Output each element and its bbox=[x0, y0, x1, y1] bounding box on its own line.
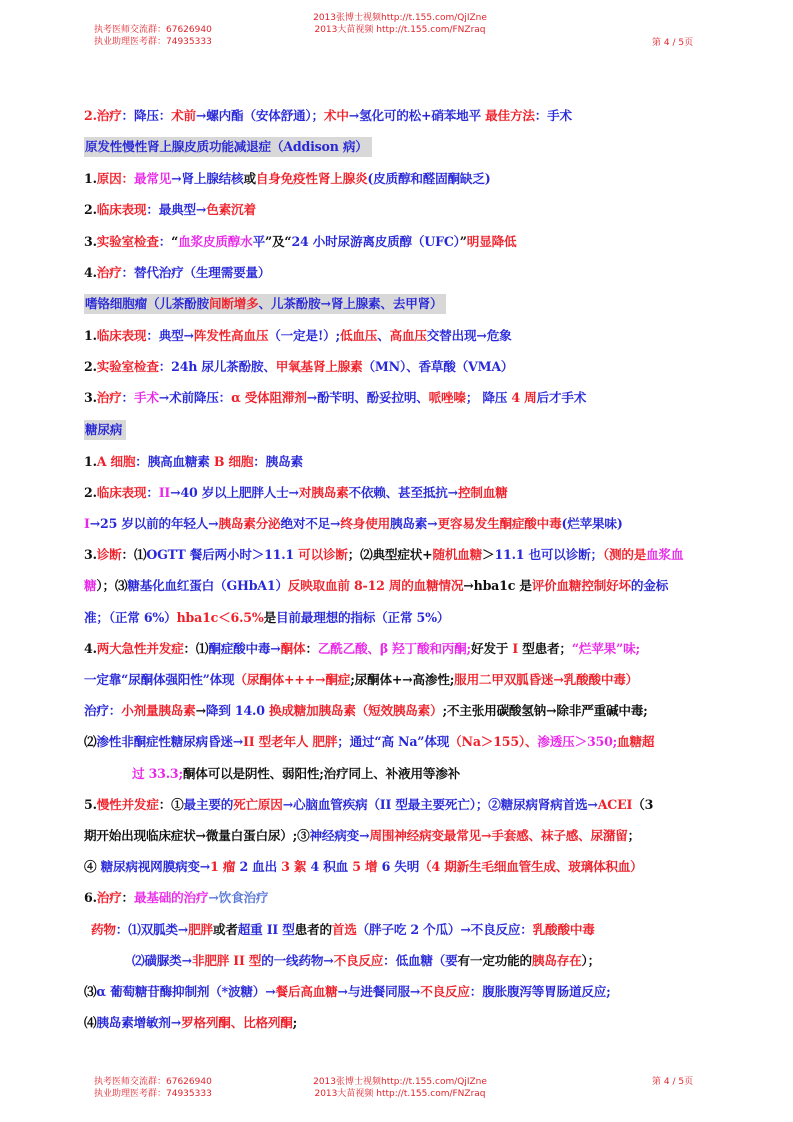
text-segment: 最主要的 bbox=[183, 796, 234, 812]
text-line bbox=[84, 758, 724, 789]
text-segment: 、 bbox=[377, 328, 390, 344]
text-segment: 终身使用 bbox=[340, 516, 390, 532]
text-segment: 阵发性高血压 bbox=[193, 328, 269, 344]
header-group-2: 执业助理医考群：74935333 bbox=[94, 37, 212, 47]
text-segment: 11.1 也可以诊断； bbox=[494, 547, 603, 563]
text-segment: 药物 bbox=[91, 921, 116, 937]
text-line bbox=[84, 789, 724, 820]
text-segment: 的金标 bbox=[630, 578, 669, 594]
text-segment: ;不主张用碳酸氢钠→除非严重碱中毒; bbox=[442, 703, 648, 719]
text-segment: ： bbox=[121, 390, 134, 406]
text-segment: 超重 II 型 bbox=[237, 921, 295, 937]
text-segment: 6. bbox=[84, 890, 97, 906]
text-segment: 临床表现 bbox=[96, 202, 147, 218]
text-segment: 期开始出现临床症状→微量白蛋白尿）;③ bbox=[84, 828, 310, 844]
text-segment: 是 bbox=[263, 609, 277, 625]
text-segment: （尿酮体+++→酮症 bbox=[234, 672, 351, 688]
text-segment: 治疗 bbox=[96, 390, 122, 406]
text-segment: 乙酰乙酸、β 羟丁酸和丙酮; bbox=[317, 640, 471, 656]
text-line bbox=[84, 726, 724, 757]
text-segment: 渗透压＞350; bbox=[537, 734, 618, 750]
text-segment: （4 期新生毛细血管生成、玻璃体积血） bbox=[419, 859, 643, 875]
text-segment: 色素沉着 bbox=[206, 202, 256, 218]
text-segment: 2. bbox=[84, 359, 97, 375]
text-segment: 1. bbox=[84, 171, 97, 187]
text-segment: ⑵ bbox=[84, 734, 97, 750]
text-segment: ＞ bbox=[482, 547, 495, 563]
header-video-link-1[interactable]: 2013张博士视频http://t.155.com/QjIZne bbox=[313, 13, 487, 23]
text-segment: 后才手术 bbox=[536, 390, 587, 406]
text-segment: 、儿茶酚胺→肾上腺素、去甲肾） bbox=[258, 296, 443, 312]
text-segment: →氢化可的松+硝苯地平 bbox=[348, 108, 486, 123]
header-video-links bbox=[280, 12, 520, 36]
text-segment: A 细胞 bbox=[96, 453, 136, 469]
text-segment: 降到 14.0 bbox=[205, 703, 269, 719]
text-segment: 型患者； bbox=[518, 640, 572, 656]
text-segment: 治疗： bbox=[84, 703, 122, 719]
text-segment: 对胰岛素 bbox=[298, 484, 349, 500]
header-group-info bbox=[94, 24, 212, 48]
text-segment: ：低血糖（要 bbox=[383, 952, 458, 968]
text-segment: “ bbox=[171, 233, 179, 249]
text-segment: 术前 bbox=[171, 108, 196, 123]
text-segment: （MN）、香草酸（VMA） bbox=[362, 359, 514, 375]
text-segment: 患者的 bbox=[294, 921, 332, 937]
text-segment: 2 血出 bbox=[239, 859, 282, 875]
text-segment: ⑷ bbox=[84, 1015, 97, 1031]
text-segment: →25 岁以前的年轻人→ bbox=[89, 516, 219, 532]
text-segment: 原因： bbox=[96, 171, 134, 187]
text-line bbox=[84, 1007, 724, 1038]
footer-page-number: 第 4 / 5页 bbox=[652, 1077, 694, 1087]
text-segment: 最常见 bbox=[133, 171, 172, 187]
text-segment: 原发性慢性肾上腺皮质功能减退症（Addison 病） bbox=[85, 139, 368, 155]
text-segment: 随机血糖 bbox=[432, 547, 483, 563]
text-segment: ： bbox=[146, 484, 159, 500]
text-segment: ：手术 bbox=[534, 108, 572, 123]
text-segment: （Na＞155）、 bbox=[449, 734, 538, 750]
text-segment: 渗性非酮症性糖尿病昏迷→ bbox=[96, 734, 244, 750]
text-segment: 糖尿病 bbox=[85, 421, 123, 437]
text-segment: ACEI bbox=[597, 796, 633, 812]
text-segment: →心脑血管疾病（II 型最主要死亡）；②糖尿病肾病首选→ bbox=[282, 796, 598, 812]
text-segment: ：⑴双胍类→ bbox=[115, 921, 189, 937]
text-segment: 1 瘤 bbox=[210, 859, 240, 875]
text-segment: 诊断 bbox=[96, 547, 122, 563]
text-segment: ”及“ bbox=[264, 233, 292, 249]
text-segment: 自身免疫性肾上腺炎 bbox=[255, 171, 368, 187]
text-segment: 血糖超 bbox=[617, 734, 655, 750]
text-segment: →hba1c 是 bbox=[463, 578, 532, 594]
text-line bbox=[84, 163, 724, 194]
text-segment: 准；（正常 6%） bbox=[84, 609, 177, 625]
text-segment: ：⑴ bbox=[183, 640, 209, 656]
text-segment: 小剂量胰岛素 bbox=[121, 703, 196, 719]
text-segment: ; bbox=[292, 1015, 298, 1031]
text-segment: 酮症酸中毒→ bbox=[208, 640, 281, 656]
text-line bbox=[84, 194, 724, 225]
text-segment: 死亡原因 bbox=[233, 796, 283, 812]
text-segment: 周围神经病变最常见→手套感、袜子感、尿潴留 bbox=[369, 828, 628, 844]
text-line bbox=[84, 633, 724, 664]
text-segment: ⑶ bbox=[84, 984, 97, 1000]
text-segment: 可以诊断 bbox=[298, 547, 348, 563]
text-segment: 慢性并发症 bbox=[96, 796, 159, 812]
text-segment: （一定是!）; bbox=[268, 328, 340, 344]
text-segment: 治疗 bbox=[96, 264, 122, 280]
text-segment: ：最典型→ bbox=[146, 202, 207, 218]
text-segment: 评价血糖控制好坏 bbox=[531, 578, 631, 594]
footer-group-1: 执考医师交流群：67626940 bbox=[94, 1077, 212, 1087]
text-segment: （测的是 bbox=[602, 547, 647, 563]
text-segment: 胰岛素增敏剂→ bbox=[96, 1015, 182, 1031]
text-segment: 首选 bbox=[331, 921, 357, 937]
text-segment: →40 岁以上肥胖人士→ bbox=[170, 484, 299, 500]
text-segment: 间断增多 bbox=[208, 296, 259, 312]
page-header bbox=[0, 8, 793, 48]
text-segment: ：24h 尿儿茶酚胺、 bbox=[158, 359, 276, 375]
text-segment: 绝对不足→ bbox=[280, 516, 341, 532]
text-segment: 手术 bbox=[133, 390, 159, 406]
text-segment: ；通过“高 Na”体现 bbox=[337, 734, 450, 750]
text-segment: 甲氧基肾上腺素 bbox=[275, 359, 363, 375]
text-segment: 胰岛素分泌 bbox=[218, 516, 281, 532]
text-line bbox=[84, 820, 724, 851]
text-segment: 4 积血 bbox=[310, 859, 353, 875]
text-segment: ： bbox=[158, 233, 172, 249]
text-segment: ” bbox=[459, 233, 467, 249]
text-segment: 罗格列酮、比格列酮 bbox=[181, 1015, 293, 1031]
text-segment: →术前降压： bbox=[158, 390, 232, 406]
text-segment: 临床表现 bbox=[96, 328, 147, 344]
text-segment: 术中 bbox=[323, 108, 349, 123]
text-segment: 3. bbox=[84, 547, 97, 563]
footer-video-link-2[interactable]: 2013大苗视频 http://t.155.com/FNZraq bbox=[314, 1089, 486, 1099]
text-segment: 不良反应 bbox=[420, 984, 470, 1000]
text-segment: 低血压 bbox=[340, 328, 378, 344]
text-segment: 肥胖 bbox=[188, 921, 213, 937]
text-segment: ）； bbox=[581, 952, 600, 968]
text-segment: ：① bbox=[158, 796, 184, 812]
text-segment: 4. bbox=[84, 640, 97, 656]
footer-group-2: 执业助理医考群：74935333 bbox=[94, 1089, 212, 1099]
text-segment: 不良反应 bbox=[333, 952, 384, 968]
text-line bbox=[84, 914, 724, 945]
text-segment: ;尿酮体+→高渗性; bbox=[350, 672, 455, 688]
text-line bbox=[84, 695, 724, 726]
text-segment: 控制血糖 bbox=[458, 484, 508, 500]
text-line bbox=[84, 851, 724, 882]
heading-highlight bbox=[84, 420, 126, 440]
text-segment: ④ bbox=[84, 859, 101, 875]
text-segment: hba1c＜6.5% bbox=[176, 609, 264, 625]
text-segment: 餐后高血糖 bbox=[275, 984, 338, 1000]
text-segment: B 细胞 bbox=[213, 453, 254, 469]
text-segment: 两大急性并发症 bbox=[96, 640, 184, 656]
text-segment: 3. bbox=[84, 390, 97, 406]
text-line bbox=[84, 602, 724, 633]
text-line bbox=[84, 570, 724, 601]
heading-highlight bbox=[84, 294, 446, 314]
text-segment: 服用二甲双胍昏迷→乳酸酸中毒） bbox=[454, 672, 639, 688]
header-page-number: 第 4 / 5页 bbox=[652, 38, 694, 48]
text-segment: 胰岛素→ bbox=[389, 516, 438, 532]
text-segment: →螺内酯（安体舒通）； bbox=[195, 108, 324, 123]
text-segment: 糖基化血红蛋白（GHbA1） bbox=[127, 578, 288, 594]
footer-video-links bbox=[280, 1076, 520, 1100]
text-segment: 酮体 bbox=[280, 640, 306, 656]
text-segment: ：⑴ bbox=[121, 547, 147, 563]
text-segment: α 葡萄糖苷酶抑制剂（*波糖）→ bbox=[96, 984, 276, 1000]
text-segment: ：典型→ bbox=[146, 328, 194, 344]
text-segment: (烂苹果味) bbox=[561, 516, 623, 532]
text-segment: →饮食治疗 bbox=[208, 890, 269, 906]
text-segment: OGTT 餐后两小时＞11.1 bbox=[146, 547, 299, 563]
text-segment: 非肥胖 II 型 bbox=[191, 952, 262, 968]
text-line bbox=[84, 508, 724, 539]
text-segment: →酚苄明、酚妥拉明、 bbox=[306, 390, 429, 406]
text-segment: 交替出现→危象 bbox=[426, 328, 512, 344]
text-segment: 2.治疗 bbox=[84, 108, 122, 123]
text-segment: 血浆皮质醇水 bbox=[178, 233, 253, 249]
text-segment: →与进餐同服→ bbox=[337, 984, 421, 1000]
text-segment: 一定靠“尿酮体强阳性”体现 bbox=[84, 672, 235, 688]
text-segment: 神经病变→ bbox=[309, 828, 370, 844]
text-segment: ：替代治疗（生理需要量） bbox=[121, 264, 271, 280]
text-segment: 乳酸酸中毒 bbox=[532, 921, 595, 937]
text-line bbox=[84, 351, 724, 382]
text-segment: ： bbox=[121, 890, 134, 906]
text-line bbox=[84, 539, 724, 570]
text-segment: 目前最理想的指标（正常 5%） bbox=[276, 609, 450, 625]
text-segment: 4. bbox=[84, 264, 97, 280]
text-segment: α 受体阻滞剂 bbox=[231, 390, 307, 406]
text-segment: 不依赖、甚至抵抗→ bbox=[348, 484, 458, 500]
text-line bbox=[84, 446, 724, 477]
text-segment: 换成糖加胰岛素（短效胰岛素） bbox=[268, 703, 443, 719]
text-segment: 有一定功能的 bbox=[457, 952, 532, 968]
text-segment: 4 周 bbox=[511, 390, 537, 406]
page-footer bbox=[0, 1072, 793, 1112]
text-line bbox=[84, 664, 724, 695]
text-segment: ： bbox=[305, 640, 318, 656]
text-segment: 5 增 bbox=[352, 859, 382, 875]
text-segment: 临床表现 bbox=[96, 484, 147, 500]
text-line bbox=[84, 320, 724, 351]
text-segment: 血浆血 bbox=[646, 547, 684, 563]
text-segment: 哌唑嗪 bbox=[428, 390, 466, 406]
text-line bbox=[84, 882, 724, 913]
text-line bbox=[84, 257, 724, 288]
text-segment: 嗜铬细胞瘤（儿茶酚胺 bbox=[85, 296, 209, 312]
text-line bbox=[84, 976, 724, 1007]
text-segment: 高血压 bbox=[389, 328, 427, 344]
text-segment: 糖尿病视网膜病变→ bbox=[100, 859, 211, 875]
text-segment: ；⑵典型症状+ bbox=[347, 547, 433, 563]
text-segment: →肾上腺结核 bbox=[171, 171, 244, 187]
text-line bbox=[84, 100, 724, 131]
text-segment: 治疗 bbox=[96, 890, 122, 906]
text-segment: 更容易发生酮症酸中毒 bbox=[437, 516, 562, 532]
text-segment: 实验室检查 bbox=[96, 233, 159, 249]
text-segment: (皮质醇和醛固酮缺乏) bbox=[367, 171, 491, 187]
text-segment: 胰岛存在 bbox=[531, 952, 582, 968]
text-segment: 酮体可以是阴性、弱阳性;治疗同上、补液用等渗补 bbox=[182, 765, 461, 781]
text-segment: 的一线药物→ bbox=[261, 952, 334, 968]
footer-group-info bbox=[94, 1076, 212, 1100]
text-segment: 5. bbox=[84, 796, 97, 812]
text-segment: ）；⑶ bbox=[96, 578, 128, 594]
text-segment: 或者 bbox=[212, 921, 238, 937]
text-segment: ：胰高血糖素 bbox=[135, 453, 214, 469]
text-segment: 糖 bbox=[84, 578, 97, 594]
text-segment: ：胰岛素 bbox=[253, 453, 303, 469]
text-segment: ：腹胀腹泻等胃肠道反应; bbox=[469, 984, 611, 1000]
document-body bbox=[84, 100, 724, 1038]
text-line bbox=[84, 382, 724, 413]
text-segment: 2. bbox=[84, 202, 97, 218]
text-segment: ：降压： bbox=[121, 108, 172, 123]
text-segment: 最基础的治疗 bbox=[133, 890, 209, 906]
text-segment: 平 bbox=[252, 233, 265, 249]
text-segment: II 型老年人 肥胖 bbox=[243, 734, 338, 750]
section-heading bbox=[84, 414, 724, 446]
text-segment: “烂苹果”味; bbox=[571, 640, 640, 656]
section-heading bbox=[84, 288, 724, 320]
text-segment: 1. bbox=[84, 328, 97, 344]
text-segment: 或 bbox=[243, 171, 256, 187]
text-line bbox=[84, 945, 724, 976]
text-segment: → bbox=[195, 703, 206, 719]
text-segment: 6 失明 bbox=[381, 859, 420, 875]
text-segment: ； bbox=[627, 828, 641, 844]
text-segment: （3 bbox=[632, 796, 654, 812]
text-segment: II bbox=[158, 484, 171, 500]
text-segment: 2. bbox=[84, 484, 97, 500]
text-segment: 1. bbox=[84, 453, 97, 469]
text-line bbox=[84, 226, 724, 257]
section-heading bbox=[84, 131, 724, 163]
text-segment: 最佳方法 bbox=[485, 108, 535, 123]
footer-video-link-1[interactable]: 2013张博士视频http://t.155.com/QjIZne bbox=[313, 1077, 487, 1087]
header-group-1: 执考医师交流群：67626940 bbox=[94, 25, 212, 35]
text-segment: （胖子吃 2 个瓜）→不良反应： bbox=[356, 921, 533, 937]
text-line bbox=[84, 477, 724, 508]
text-segment: 好发于 bbox=[470, 640, 513, 656]
text-segment: ； 降压 bbox=[465, 390, 512, 406]
text-segment: 明显降低 bbox=[466, 233, 517, 249]
header-video-link-2[interactable]: 2013大苗视频 http://t.155.com/FNZraq bbox=[314, 25, 486, 35]
text-segment: 反映取血前 8-12 周的血糖情况 bbox=[287, 578, 464, 594]
text-segment: 实验室检查 bbox=[96, 359, 159, 375]
text-segment: I bbox=[512, 640, 519, 656]
text-segment: 3 絮 bbox=[281, 859, 311, 875]
text-segment: 过 33.3; bbox=[132, 765, 183, 781]
text-segment: I bbox=[84, 516, 90, 532]
text-segment: 3. bbox=[84, 233, 97, 249]
text-segment: ⑵磺脲类→ bbox=[132, 952, 192, 968]
text-segment: 24 小时尿游离皮质醇（UFC） bbox=[291, 233, 460, 249]
heading-highlight bbox=[84, 137, 372, 157]
